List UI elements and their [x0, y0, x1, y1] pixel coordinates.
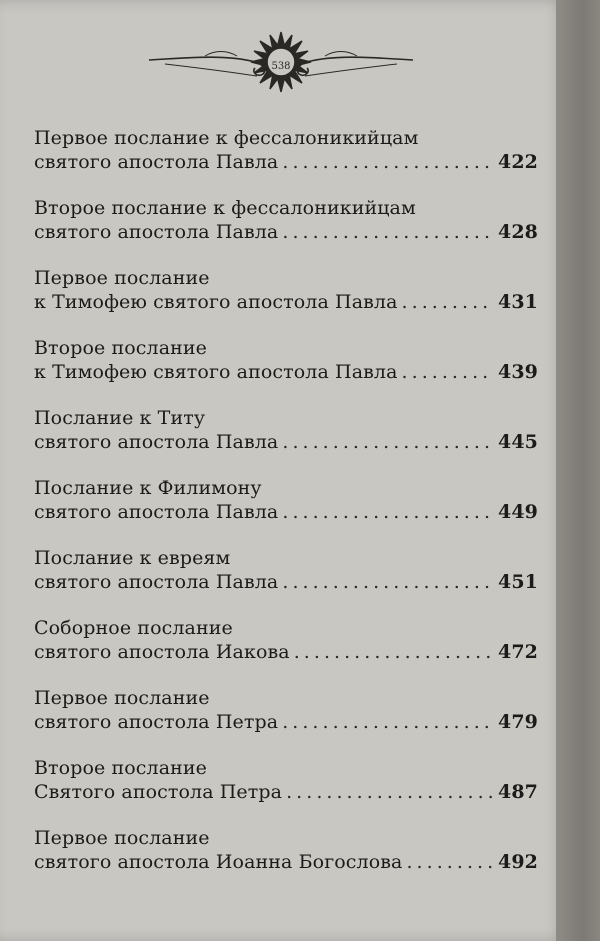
toc-entry-subtitle: святого апостола Павла	[34, 501, 279, 523]
toc-entry-title: Первое послание	[34, 687, 210, 709]
toc-page-number: 431	[498, 291, 538, 313]
dot-leader	[286, 780, 494, 804]
toc-page-number: 428	[498, 221, 538, 243]
toc-entry	[34, 546, 538, 616]
toc-entry	[34, 126, 538, 196]
toc-entry-subtitle: святого апостола Павла	[34, 571, 279, 593]
toc-entry-title: Второе послание к фессалоникийцам	[34, 197, 416, 219]
toc-entry	[34, 686, 538, 756]
dot-leader	[402, 360, 495, 384]
toc-page-number: 449	[498, 501, 538, 523]
toc-entry-title: Второе послание	[34, 337, 208, 359]
dot-leader	[282, 150, 494, 174]
toc-entry-subtitle: к Тимофею святого апостола Павла	[34, 291, 398, 313]
toc-entry-title: Послание к евреям	[34, 547, 231, 569]
toc-entry	[34, 756, 538, 826]
toc-entry	[34, 196, 538, 266]
toc-entry-subtitle: святого апостола Павла	[34, 431, 279, 453]
dot-leader	[282, 710, 494, 734]
dot-leader	[282, 500, 494, 524]
toc-entry-subtitle: святого апостола Павла	[34, 221, 279, 243]
dot-leader	[282, 430, 494, 454]
toc-entry	[34, 616, 538, 686]
toc-entry-title: Первое послание	[34, 267, 210, 289]
toc-page-number: 472	[498, 641, 538, 663]
toc-entry	[34, 476, 538, 546]
toc-entry-subtitle: святого апостола Петра	[34, 711, 279, 733]
toc-entry	[34, 266, 538, 336]
toc-entry-title: Второе послание	[34, 757, 208, 779]
toc-page-number: 451	[498, 571, 538, 593]
dot-leader	[406, 850, 494, 874]
toc-entry-title: Послание к Титу	[34, 407, 206, 429]
toc-entry-subtitle: святого апостола Иакова	[34, 641, 290, 663]
toc-entry-subtitle: святого апостола Иоанна Богослова	[34, 851, 403, 873]
toc-entry	[34, 826, 538, 896]
dot-leader	[282, 220, 494, 244]
toc-entry	[34, 336, 538, 406]
page-edge-shadow	[556, 0, 600, 941]
toc-page-number: 487	[498, 781, 538, 803]
dot-leader	[294, 640, 494, 664]
page-header	[145, 28, 417, 108]
toc-entry-title: Первое послание к фессалоникийцам	[34, 127, 419, 149]
toc-entry-subtitle: Святого апостола Петра	[34, 781, 283, 803]
toc-entry-title: Первое послание	[34, 827, 210, 849]
dot-leader	[402, 290, 495, 314]
table-of-contents	[34, 126, 538, 896]
toc-page-number: 445	[498, 431, 538, 453]
toc-page-number: 479	[498, 711, 538, 733]
toc-entry-title: Соборное послание	[34, 617, 233, 639]
page-number: 538	[271, 61, 291, 72]
toc-page-number: 439	[498, 361, 538, 383]
toc-entry	[34, 406, 538, 476]
toc-entry-subtitle: святого апостола Павла	[34, 151, 279, 173]
dot-leader	[282, 570, 494, 594]
toc-page-number: 422	[498, 151, 538, 173]
toc-entry-title: Послание к Филимону	[34, 477, 262, 499]
toc-page-number: 492	[498, 851, 538, 873]
toc-entry-subtitle: к Тимофею святого апостола Павла	[34, 361, 398, 383]
